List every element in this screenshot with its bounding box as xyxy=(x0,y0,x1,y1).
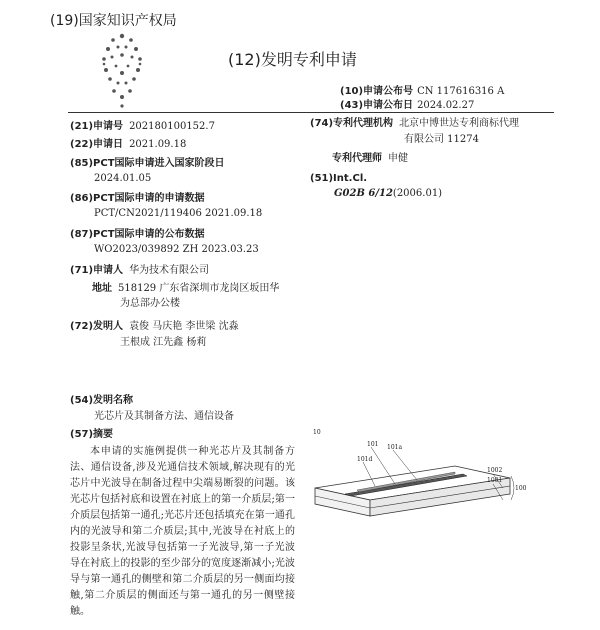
int-cl-version: (2006.01) xyxy=(392,188,443,199)
pct-pub-value: WO2023/039892 ZH 2023.03.23 xyxy=(94,244,259,255)
abstract-label: (57)摘要 xyxy=(70,429,114,440)
applicant xyxy=(70,264,209,278)
application-number xyxy=(70,120,215,134)
app-date-label: (22)申请日 xyxy=(70,139,124,150)
agency-line1: 北京中博世达专利商标代理 xyxy=(399,118,520,129)
application-date xyxy=(70,138,186,152)
pct-entry-value: 2024.01.05 xyxy=(94,173,152,184)
pct-app-label: (86)PCT国际申请的申请数据 xyxy=(70,193,205,204)
patent-agency xyxy=(310,117,519,131)
inventors-label: (72)发明人 xyxy=(70,321,124,332)
office-name: (19)国家知识产权局 xyxy=(50,13,177,29)
address xyxy=(92,282,279,296)
pub-date: 2024.02.27 xyxy=(417,100,475,111)
app-date-value: 2021.09.18 xyxy=(129,139,187,150)
app-no-label: (21)申请号 xyxy=(70,121,124,132)
agent-value: 申健 xyxy=(388,153,408,164)
publication-number-row xyxy=(340,82,504,97)
int-cl-value xyxy=(334,187,442,201)
agency-label: (74)专利代理机构 xyxy=(310,118,394,129)
int-cl-code: G02B 6/12 xyxy=(334,188,393,199)
abstract-text: 本申请的实施例提供一种光芯片及其制备方法、通信设备,涉及光通信技术领域,解决现有的光芯片中光波导在制备过程中尖端易断裂的问题。该光芯片包括衬底和设置在衬底上的第一介质层;第一介质层包括第一通孔;光芯片还包括填充在第一通孔内的光波导和第二介质层;其中,光波导在衬底上的投影呈条状,光波导包括第一子光波导,第一子光波导在衬底上的投影的至少部分的宽度逐渐减小;光波导与第一通孔的侧壁和第二介质层的另一侧面均接触,第二介质层的侧面还与第一通孔的另一侧壁接触。 xyxy=(70,446,295,617)
address-line2: 为总部办公楼 xyxy=(120,298,180,309)
label-100: 100 xyxy=(515,485,527,492)
inventors xyxy=(70,320,239,334)
applicant-label: (71)申请人 xyxy=(70,265,124,276)
pct-entry-label: (85)PCT国际申请进入国家阶段日 xyxy=(70,158,225,169)
chip-figure xyxy=(305,418,545,543)
label-1001: 1001 xyxy=(487,477,503,484)
label-101: 101 xyxy=(367,441,379,448)
pub-date-label: (43)申请公布日 xyxy=(340,100,414,111)
fig-label: 10 xyxy=(313,429,321,436)
patent-office-emblem-icon xyxy=(100,28,145,113)
header-divider xyxy=(68,112,554,113)
int-cl-label: (51)Int.Cl. xyxy=(310,173,368,184)
pct-pub-label: (87)PCT国际申请的公布数据 xyxy=(70,229,205,240)
address-line1: 518129 广东省深圳市龙岗区坂田华 xyxy=(118,283,280,294)
inventors-line1: 袁俊 马庆艳 李世梁 沈淼 xyxy=(129,321,239,332)
document-type: (12)发明专利申请 xyxy=(228,50,357,69)
patent-agent xyxy=(332,152,408,166)
invention-title: 光芯片及其制备方法、通信设备 xyxy=(94,411,234,422)
agent-label: 专利代理师 xyxy=(332,153,382,164)
publication-date-row xyxy=(340,96,474,111)
pub-number-label: (10)申请公布号 xyxy=(340,86,414,97)
agency-line2: 有限公司 11274 xyxy=(404,134,479,145)
inventors-line2: 王根成 江先鑫 杨莉 xyxy=(120,337,207,348)
label-101a: 101a xyxy=(387,444,403,451)
label-1002: 1002 xyxy=(487,467,503,474)
pub-number: CN 117616316 A xyxy=(417,86,505,97)
pct-app-value: PCT/CN2021/119406 2021.09.18 xyxy=(94,208,263,219)
title-label: (54)发明名称 xyxy=(70,395,134,406)
applicant-value: 华为技术有限公司 xyxy=(129,265,210,276)
label-101d: 101d xyxy=(357,456,373,463)
app-no-value: 202180100152.7 xyxy=(129,121,215,132)
address-label: 地址 xyxy=(92,283,112,294)
